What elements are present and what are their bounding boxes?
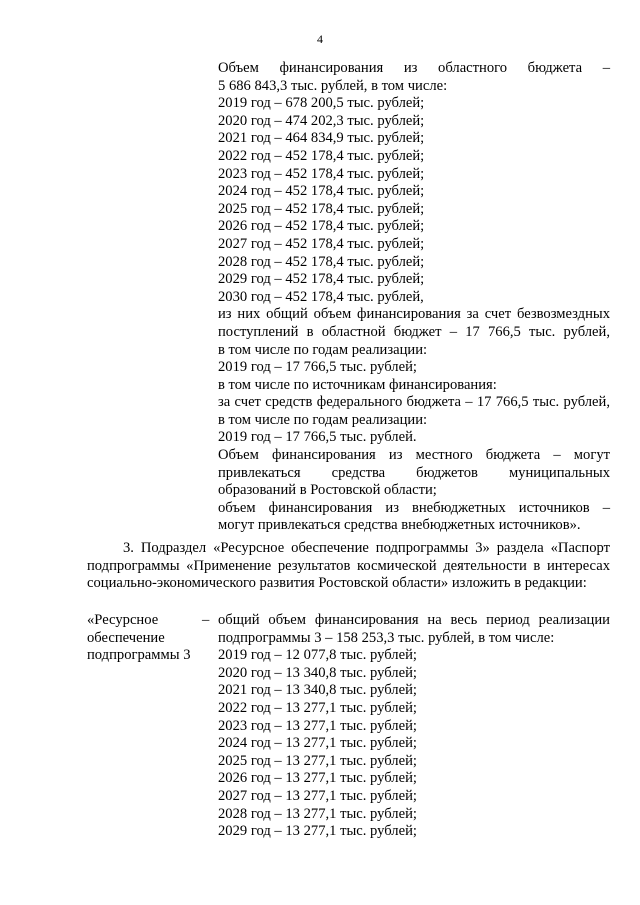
bezv-line2: поступлений в областной бюджет – 17 766,5 тыс. рублей, [218, 323, 610, 340]
resource-label-line3: подпрограммы 3 [87, 647, 191, 664]
resource-year-2027: 2027 год – 13 277,1 тыс. рублей; [218, 787, 417, 804]
resource-total-line1: общий объем финансирования на весь период реализации [218, 612, 610, 628]
local-line1: Объем финансирования из местного бюджета – могут [218, 447, 610, 464]
bezv-line1: из них общий объем финансирования за счет безвозмездных [218, 306, 610, 323]
section-3-paragraph [87, 540, 610, 593]
oblast-year-2029: 2029 год – 452 178,4 тыс. рублей; [218, 271, 425, 288]
resource-total-line2: подпрограммы 3 – 158 253,3 тыс. рублей, в том числе: [218, 629, 555, 646]
resource-year-2019: 2019 год – 12 077,8 тыс. рублей; [218, 647, 417, 664]
local-line3: образований в Ростовской области; [218, 482, 437, 499]
oblast-title-line1: Объем финансирования из областного бюджета – [218, 60, 610, 76]
extra-line2: могут привлекаться средства внебюджетных источников». [218, 517, 581, 534]
fed-line2: в том числе по годам реализации: [218, 411, 428, 428]
bezv-line3: в том числе по годам реализации: [218, 341, 428, 358]
resource-year-2026: 2026 год – 13 277,1 тыс. рублей; [218, 770, 417, 787]
local-line2: привлекаться средства бюджетов муниципальных [218, 464, 610, 481]
resource-label [87, 612, 199, 665]
oblast-budget-block [218, 60, 610, 535]
oblast-year-2028: 2028 год – 452 178,4 тыс. рублей; [218, 253, 425, 270]
extra-line1: объем финансирования из внебюджетных источников – [218, 499, 610, 516]
fed-year-2019: 2019 год – 17 766,5 тыс. рублей. [218, 429, 417, 446]
oblast-year-2024: 2024 год – 452 178,4 тыс. рублей; [218, 183, 425, 200]
fed-line1: за счет средств федерального бюджета – 17 766,5 тыс. рублей, [218, 394, 610, 411]
oblast-year-2030: 2030 год – 452 178,4 тыс. рублей, [218, 288, 424, 305]
oblast-year-2020: 2020 год – 474 202,3 тыс. рублей; [218, 112, 425, 129]
resource-year-2021: 2021 год – 13 340,8 тыс. рублей; [218, 682, 417, 699]
oblast-year-2026: 2026 год – 452 178,4 тыс. рублей; [218, 218, 425, 235]
oblast-year-2021: 2021 год – 464 834,9 тыс. рублей; [218, 130, 425, 147]
resource-year-2028: 2028 год – 13 277,1 тыс. рублей; [218, 805, 417, 822]
bezv-year-2019: 2019 год – 17 766,5 тыс. рублей; [218, 359, 417, 376]
oblast-title-line2: 5 686 843,3 тыс. рублей, в том числе: [218, 77, 448, 94]
oblast-year-2023: 2023 год – 452 178,4 тыс. рублей; [218, 165, 425, 182]
resource-label-line1: «Ресурсное [87, 612, 159, 628]
resource-year-2022: 2022 год – 13 277,1 тыс. рублей; [218, 699, 417, 716]
resource-year-2024: 2024 год – 13 277,1 тыс. рублей; [218, 735, 417, 752]
oblast-year-2022: 2022 год – 452 178,4 тыс. рублей; [218, 147, 425, 164]
oblast-year-2019: 2019 год – 678 200,5 тыс. рублей; [218, 95, 425, 112]
page-number: 4 [317, 32, 323, 46]
section-3-text: 3. Подраздел «Ресурсное обеспечение подпрограммы 3» раздела «Паспорт подпрограммы «Применение результатов космической деятельности в интересах социально-экономического развития Ростовской области» изложить в редакции: [87, 540, 610, 592]
resource-dash: – [202, 612, 210, 628]
oblast-year-2027: 2027 год – 452 178,4 тыс. рублей; [218, 235, 425, 252]
resource-year-2025: 2025 год – 13 277,1 тыс. рублей; [218, 752, 417, 769]
resource-label-line2: обеспечение [87, 629, 165, 646]
sources-line: в том числе по источникам финансирования: [218, 376, 497, 393]
resource-year-2029: 2029 год – 13 277,1 тыс. рублей; [218, 823, 417, 840]
resource-block [218, 612, 610, 841]
resource-year-2020: 2020 год – 13 340,8 тыс. рублей; [218, 664, 417, 681]
resource-year-2023: 2023 год – 13 277,1 тыс. рублей; [218, 717, 417, 734]
oblast-year-2025: 2025 год – 452 178,4 тыс. рублей; [218, 200, 425, 217]
